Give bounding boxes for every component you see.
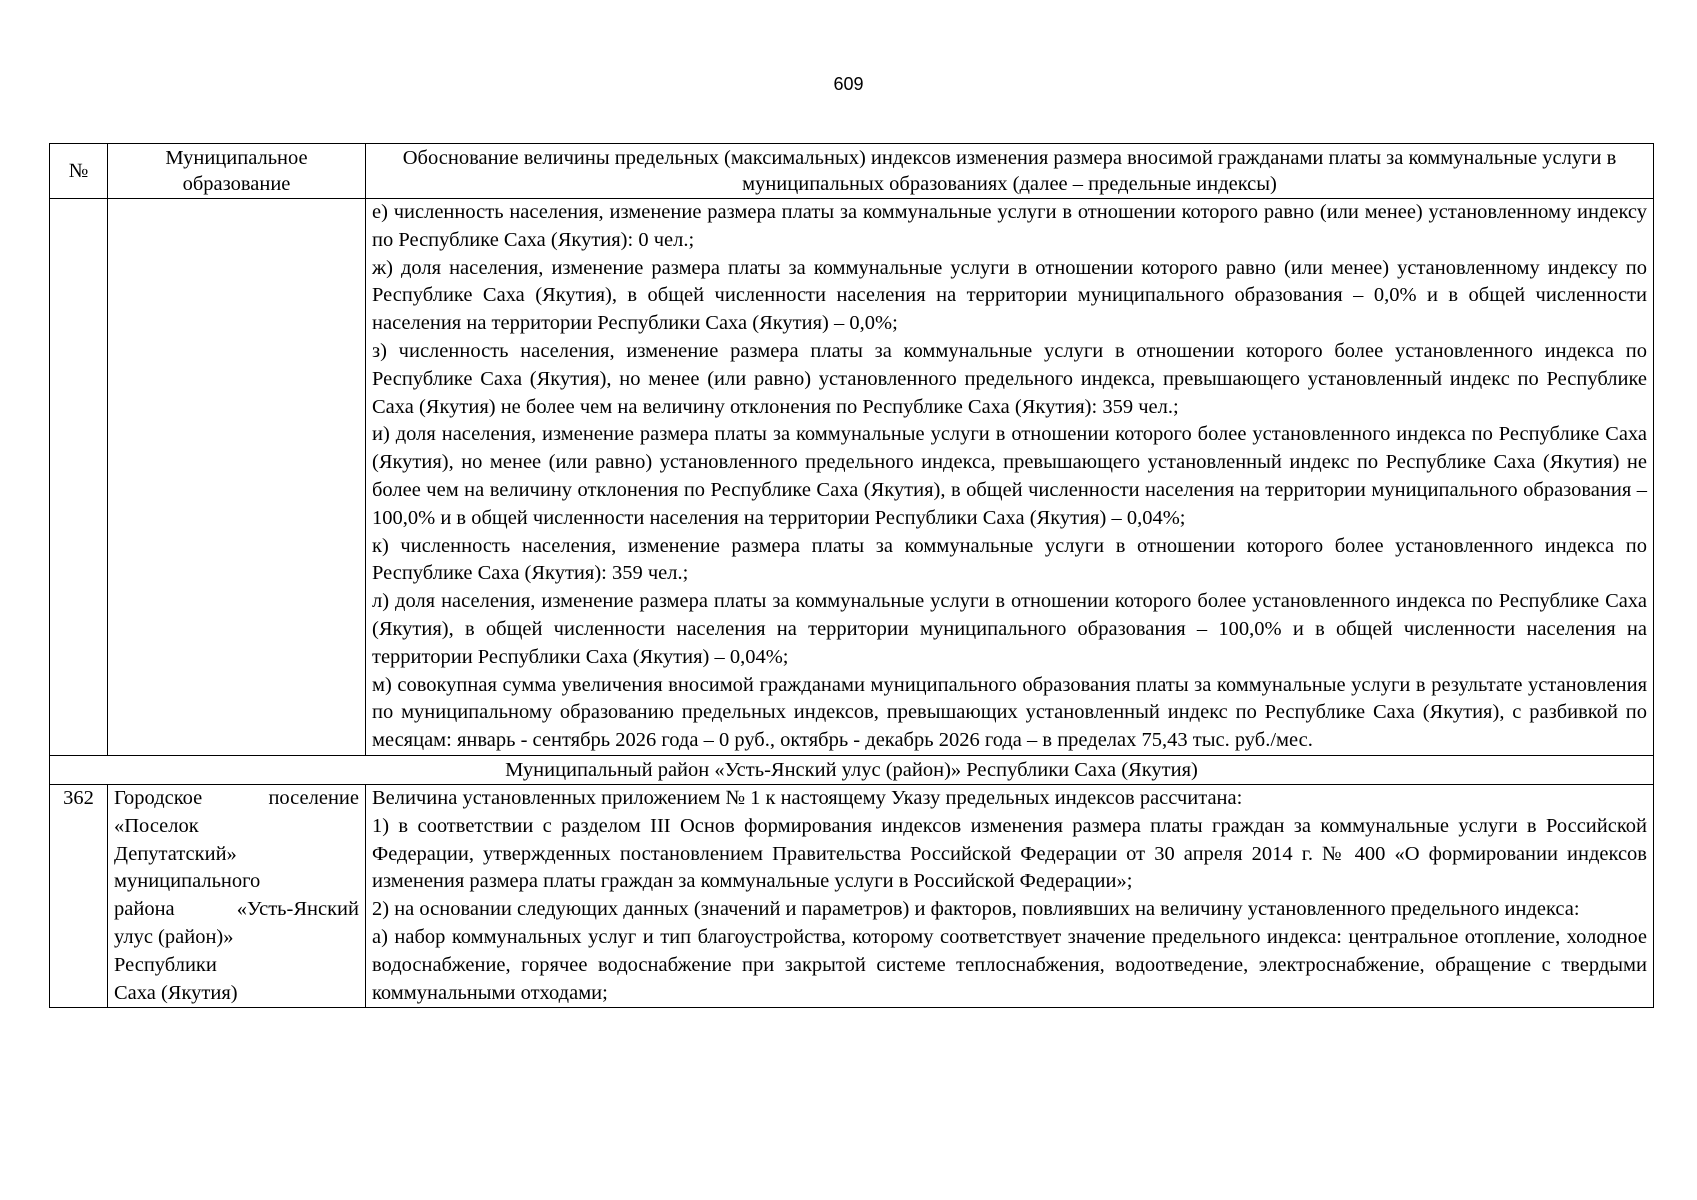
municipality-name — [108, 784, 366, 1007]
mo-line: «Поселок — [114, 814, 199, 837]
continuation-municipality-cell — [108, 199, 366, 756]
mo-line: Городское поселение — [114, 786, 359, 809]
row-number: 362 — [50, 784, 108, 1007]
section-title-row — [50, 755, 1654, 784]
page-number: 609 — [833, 74, 864, 94]
header-justification: Обоснование величины предельных (максимальных) индексов изменения размера вносимой гражданами платы за коммунальные услуги в муниципальных образованиях (далее – предельные индексы) — [366, 144, 1654, 199]
mo-line: муниципального — [114, 870, 261, 893]
justification-table — [49, 143, 1654, 1008]
item-1: 1) в соответствии с разделом III Основ формирования индексов изменения размера платы граждан за коммунальные услуги в Российской Федерации, утвержденных постановлением Правительства Российской Федерации от 30 апреля 2014 г. № 400 «О формировании индексов изменения размера платы граждан за коммунальные услуги в Российской Федерации»; — [372, 814, 1647, 893]
item-zh: ж) доля населения, изменение размера платы за коммунальные услуги в отношении которого равно (или менее) установленному индексу по Республике Саха (Якутия), в общей численности населения на территории муниципального образования – 0,0% и в общей численности населения на территории Республики Саха (Якутия) – 0,0%; — [372, 256, 1647, 335]
mo-line: Республики — [114, 953, 217, 976]
item-l: л) доля населения, изменение размера платы за коммунальные услуги в отношении которого более установленного индекса по Республике Саха (Якутия), в общей численности населения на территории муниципального образования – 100,0% и в общей численности населения на территории Республики Саха (Якутия) – 0,04%; — [372, 590, 1647, 668]
continuation-number-cell — [50, 199, 108, 756]
item-i: и) доля населения, изменение размера платы за коммунальные услуги в отношении которого более установленного индекса по Республике Саха (Якутия), но менее (или равно) установленного предельного индекса, превышающего установленный индекс по Республике Саха (Якутия) не более чем на величину отклонения по Республике Саха (Якутия), в общей численности населения на территории муниципального образования – 100,0% и в общей численности населения на территории Республики Саха (Якутия) – 0,04%; — [372, 423, 1647, 529]
table-header-row — [50, 144, 1654, 199]
header-municipality: Муниципальное образование — [108, 144, 366, 199]
item-e: е) численность населения, изменение размера платы за коммунальные услуги в отношении которого равно (или менее) установленному индексу по Республике Саха (Якутия): 0 чел.; — [372, 201, 1647, 251]
item-m: м) совокупная сумма увеличения вносимой гражданами муниципального образования платы за коммунальные услуги в результате установления по муниципальному образованию предельных индексов, превышающих установленный индекс по Республике Саха (Якутия), с разбивкой по месяцам: январь - сентябрь 2026 года – 0 руб., октябрь - декабрь 2026 года – в пределах 75,43 тыс. руб./мес. — [372, 673, 1647, 752]
mo-line: Саха (Якутия) — [114, 981, 238, 1004]
header-number: № — [50, 144, 108, 199]
continuation-justification-cell — [366, 199, 1654, 756]
item-2: 2) на основании следующих данных (значений и параметров) и факторов, повлиявших на величину установленного предельного индекса: — [372, 898, 1580, 921]
mo-line: улус (район)» — [114, 925, 234, 948]
row-362-justification-cell — [366, 784, 1654, 1007]
item-a: а) набор коммунальных услуг и тип благоустройства, которому соответствует значение предельного индекса: центральное отопление, холодное водоснабжение, горячее водоснабжение при закрытой системе теплоснабжения, водоотведение, электроснабжение, обращение с твердыми коммунальными отходами; — [372, 925, 1647, 1004]
item-z: з) численность населения, изменение размера платы за коммунальные услуги в отношении которого более установленного индекса по Республике Саха (Якутия), но менее (или равно) установленного предельного индекса, превышающего установленный индекс по Республике Саха (Якутия) не более чем на величину отклонения по Республике Саха (Якутия): 359 чел.; — [372, 339, 1647, 418]
table-row-continuation — [50, 199, 1654, 756]
intro-line: Величина установленных приложением № 1 к настоящему Указу предельных индексов рассчитана: — [372, 786, 1243, 809]
mo-line: Депутатский» — [114, 842, 237, 865]
section-title: Муниципальный район «Усть-Янский улус (район)» Республики Саха (Якутия) — [50, 755, 1654, 784]
table-row-362 — [50, 784, 1654, 1007]
item-k: к) численность населения, изменение размера платы за коммунальные услуги в отношении которого более установленного индекса по Республике Саха (Якутия): 359 чел.; — [372, 534, 1647, 585]
mo-line: района «Усть-Янский — [114, 898, 359, 921]
